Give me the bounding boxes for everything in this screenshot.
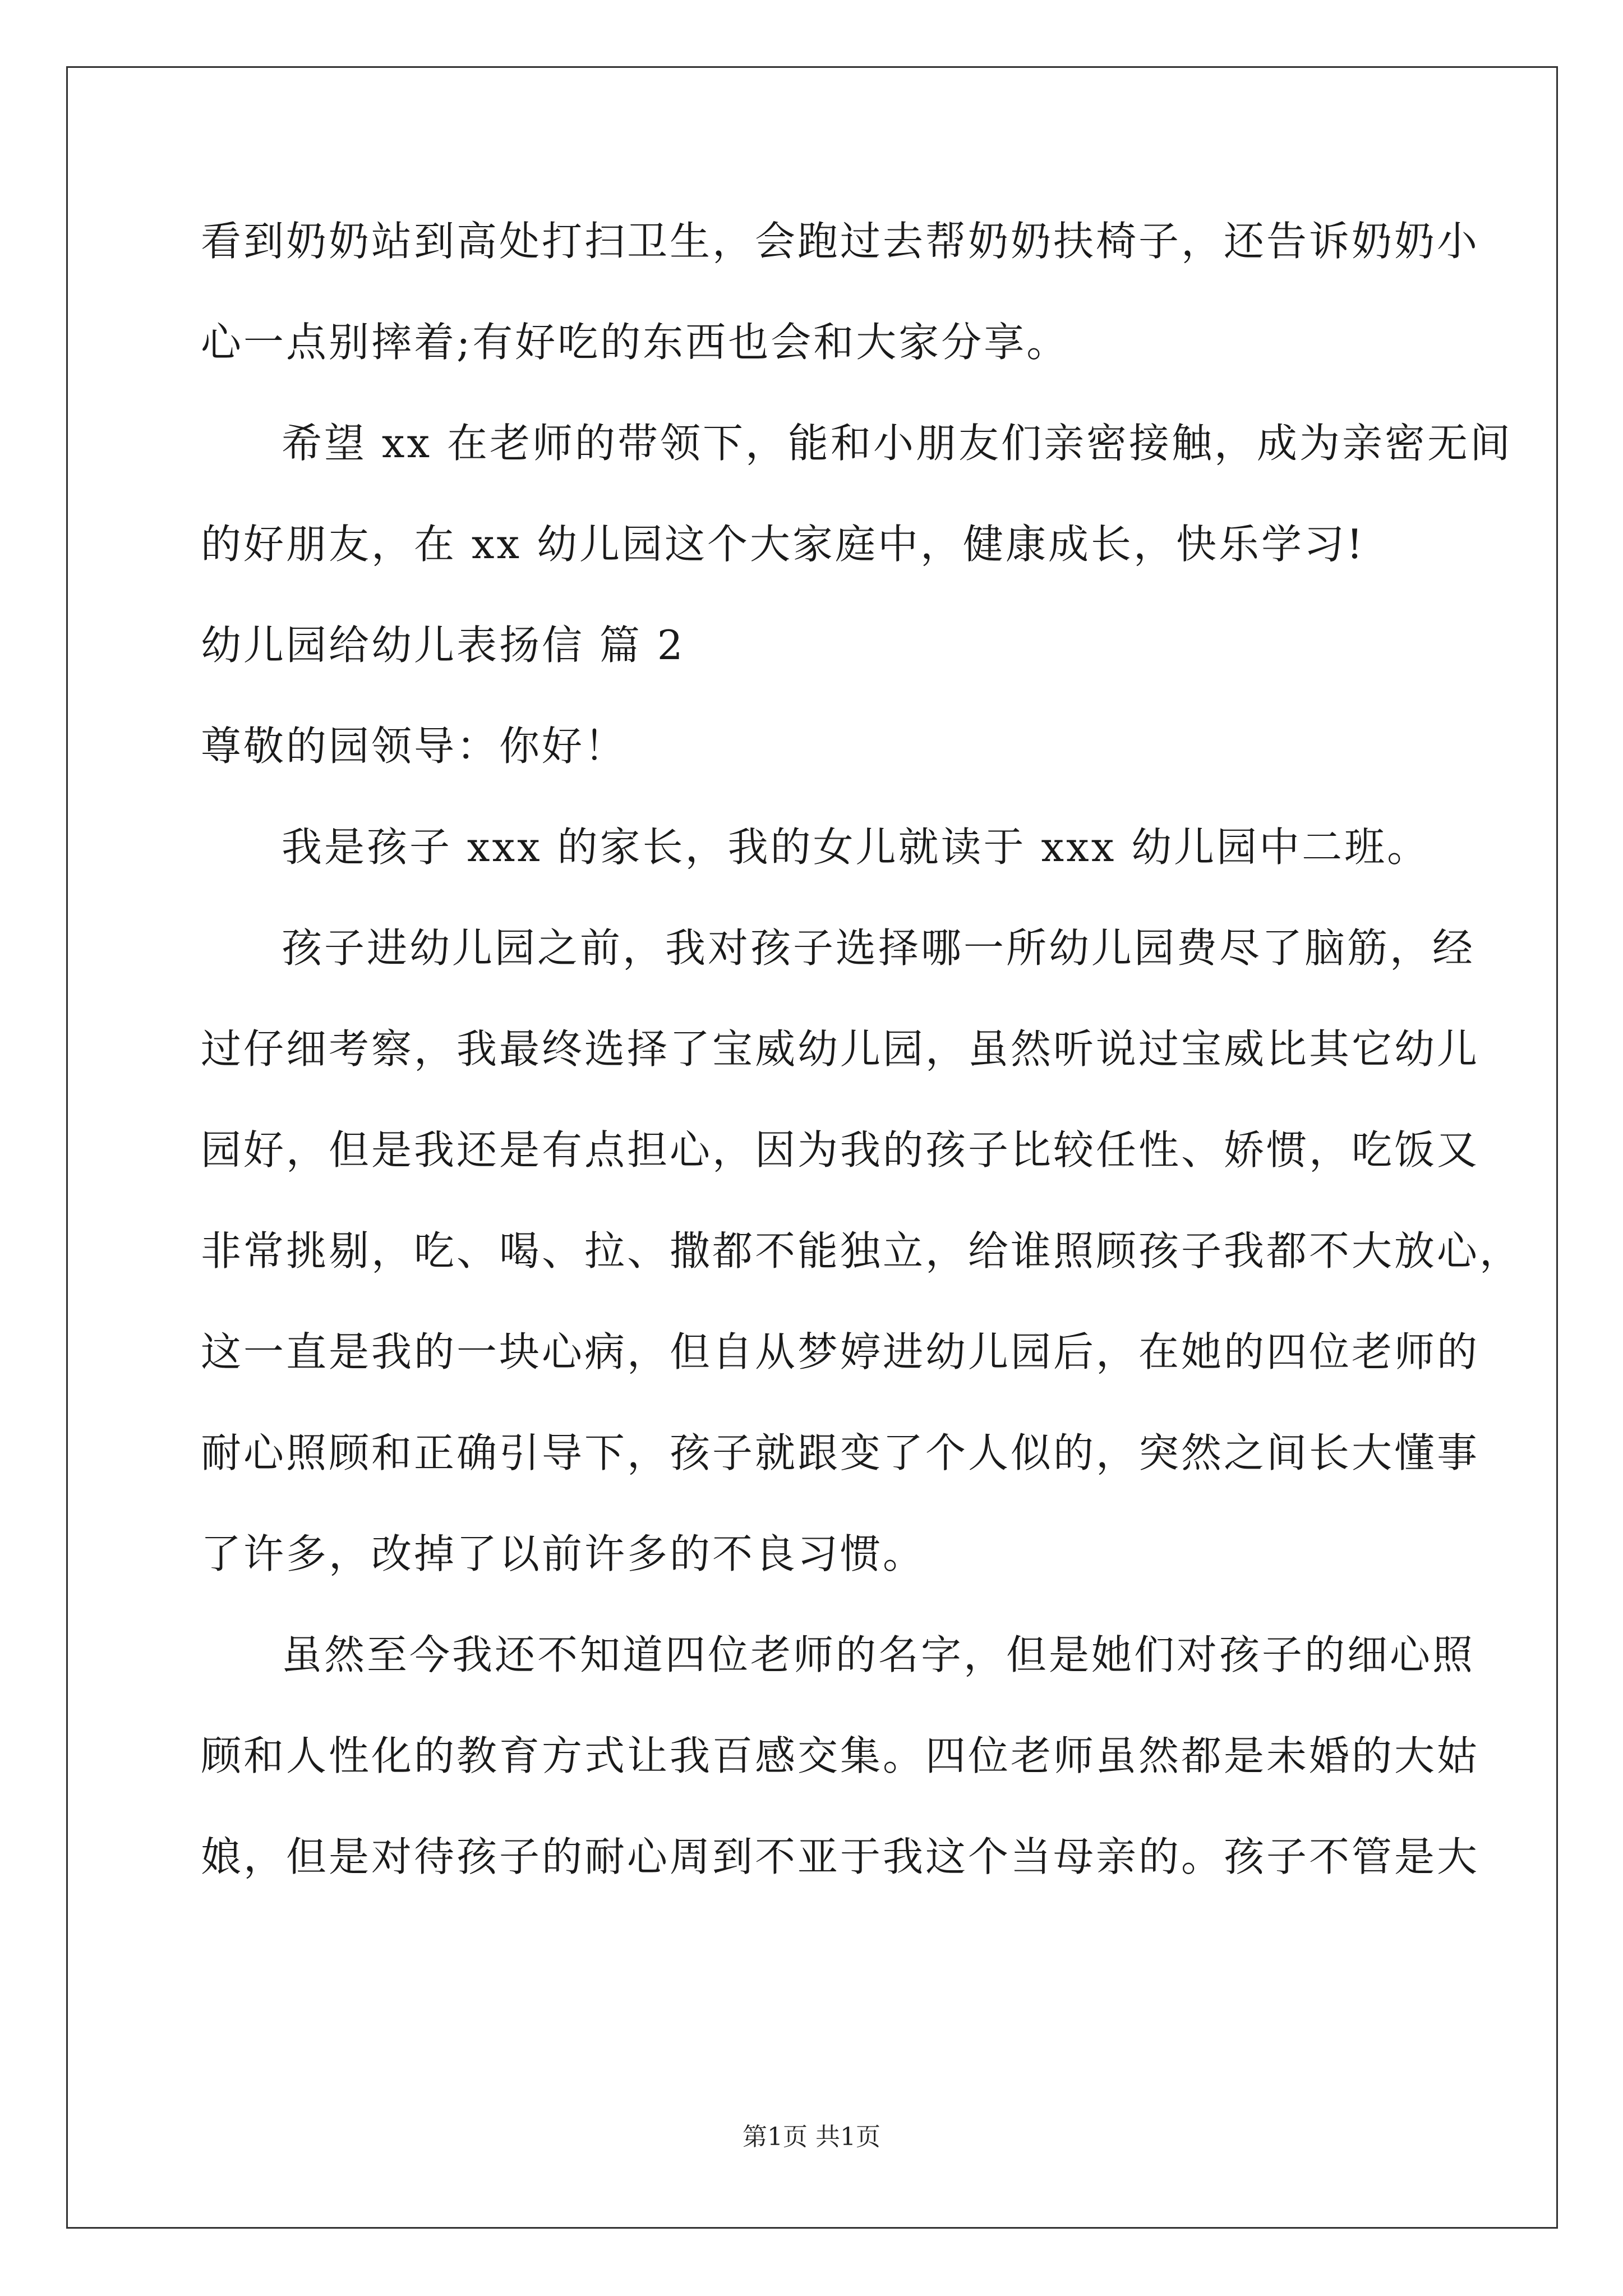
salutation: 尊敬的园领导：你好！: [201, 723, 628, 770]
section-heading: 幼儿园给幼儿表扬信 篇 2: [201, 622, 685, 669]
paragraph-line: 希望 xx 在老师的带领下，能和小朋友们亲密接触，成为亲密无间: [282, 420, 1513, 467]
paragraph-line: 看到奶奶站到高处打扫卫生，会跑过去帮奶奶扶椅子，还告诉奶奶小: [201, 218, 1480, 265]
paragraph-line: 过仔细考察，我最终选择了宝威幼儿园，虽然听说过宝威比其它幼儿: [201, 1025, 1480, 1073]
paragraph-line: 了许多，改掉了以前许多的不良习惯。: [201, 1530, 926, 1577]
paragraph-line: 顾和人性化的教育方式让我百感交集。四位老师虽然都是未婚的大姑: [201, 1732, 1480, 1779]
paragraph-line: 心一点别摔着;有好吃的东西也会和大家分享。: [201, 319, 1069, 366]
paragraph-line: 园好，但是我还是有点担心，因为我的孩子比较任性、娇惯，吃饭又: [201, 1126, 1480, 1174]
paragraph-line: 非常挑剔，吃、喝、拉、撒都不能独立，给谁照顾孩子我都不大放心，: [201, 1227, 1523, 1274]
paragraph-line: 孩子进幼儿园之前，我对孩子选择哪一所幼儿园费尽了脑筋，经: [282, 924, 1476, 972]
paragraph-line: 的好朋友，在 xx 幼儿园这个大家庭中，健康成长，快乐学习!: [201, 521, 1365, 568]
paragraph-line: 娘，但是对待孩子的耐心周到不亚于我这个当母亲的。孩子不管是大: [201, 1833, 1480, 1880]
paragraph-line: 虽然至今我还不知道四位老师的名字，但是她们对孩子的细心照: [282, 1631, 1476, 1678]
page-footer: 第1页 共1页: [743, 2123, 880, 2151]
paragraph-line: 我是孩子 xxx 的家长，我的女儿就读于 xxx 幼儿园中二班。: [282, 823, 1430, 871]
paragraph-line: 耐心照顾和正确引导下，孩子就跟变了个人似的，突然之间长大懂事: [201, 1429, 1480, 1476]
paragraph-line: 这一直是我的一块心病，但自从梦婷进幼儿园后，在她的四位老师的: [201, 1328, 1480, 1375]
